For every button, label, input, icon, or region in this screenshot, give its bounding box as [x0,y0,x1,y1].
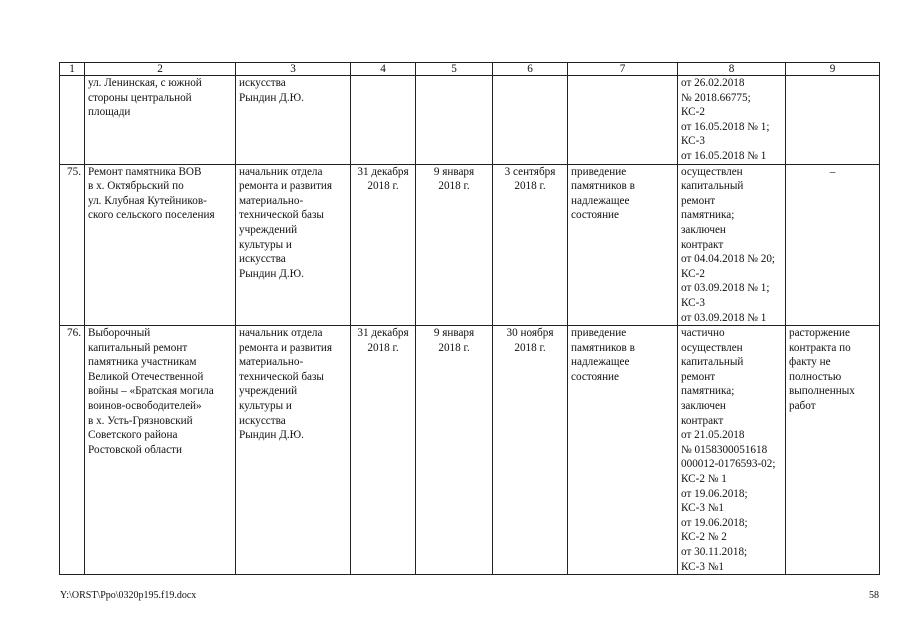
responsible-person: начальник отдела ремонта и развития материально- технической базы учреждений культуры и искусства Рындин Д.Ю. [236,326,351,575]
column-number: 4 [351,63,416,76]
object-name: Выборочный капитальный ремонт памятника участникам Великой Отечественной войны – «Братская могила воинов-освободителей» в х. Усть-Грязновский Советского района Ростовской области [85,326,236,575]
table-row [60,326,880,575]
planned-date: 31 декабря 2018 г. [351,326,416,575]
start-date [416,76,493,165]
table-row [60,164,880,326]
row-number [60,76,85,165]
object-name: Ремонт памятника ВОВ в х. Октябрьский по ул. Клубная Кутейников- ского сельского поселения [85,164,236,326]
planned-date [351,76,416,165]
expected-result [568,76,678,165]
column-number: 7 [568,63,678,76]
responsible-person: начальник отдела ремонта и развития материально- технической базы учреждений культуры и искусства Рындин Д.Ю. [236,164,351,326]
column-number-row [60,63,880,76]
planned-date: 31 декабря 2018 г. [351,164,416,326]
end-date [493,76,568,165]
object-name: ул. Ленинская, с южной стороны центральной площади [85,76,236,165]
note [786,76,880,165]
report-table [59,62,880,575]
end-date: 30 ноября 2018 г. [493,326,568,575]
expected-result: приведение памятников в надлежащее состояние [568,164,678,326]
expected-result: приведение памятников в надлежащее состояние [568,326,678,575]
execution-status: осуществлен капитальный ремонт памятника; заключен контракт от 04.04.2018 № 20; КС-2 от 03.09.2018 № 1; КС-3 от 03.09.2018 № 1 [678,164,786,326]
row-number: 75. [60,164,85,326]
column-number: 8 [678,63,786,76]
column-number: 3 [236,63,351,76]
column-number: 6 [493,63,568,76]
execution-status: от 26.02.2018 № 2018.66775; КС-2 от 16.05.2018 № 1; КС-3 от 16.05.2018 № 1 [678,76,786,165]
note: расторжение контракта по факту не полностью выполненных работ [786,326,880,575]
document-path: Y:\ORST\Ppo\0320p195.f19.docx [60,590,197,601]
start-date: 9 января 2018 г. [416,164,493,326]
table-row [60,76,880,165]
column-number: 2 [85,63,236,76]
column-number: 1 [60,63,85,76]
responsible-person: искусства Рындин Д.Ю. [236,76,351,165]
row-number: 76. [60,326,85,575]
column-number: 5 [416,63,493,76]
page-number: 58 [869,590,879,601]
start-date: 9 января 2018 г. [416,326,493,575]
end-date: 3 сентября 2018 г. [493,164,568,326]
note: – [786,164,880,326]
execution-status: частично осуществлен капитальный ремонт памятника; заключен контракт от 21.05.2018 № 0158300051618 000012-0176593-02; КС-2 № 1 от 19.06.2018; КС-3 №1 от 19.06.2018; КС-2 № 2 от 30.11.2018; КС-3 №1 [678,326,786,575]
column-number: 9 [786,63,880,76]
